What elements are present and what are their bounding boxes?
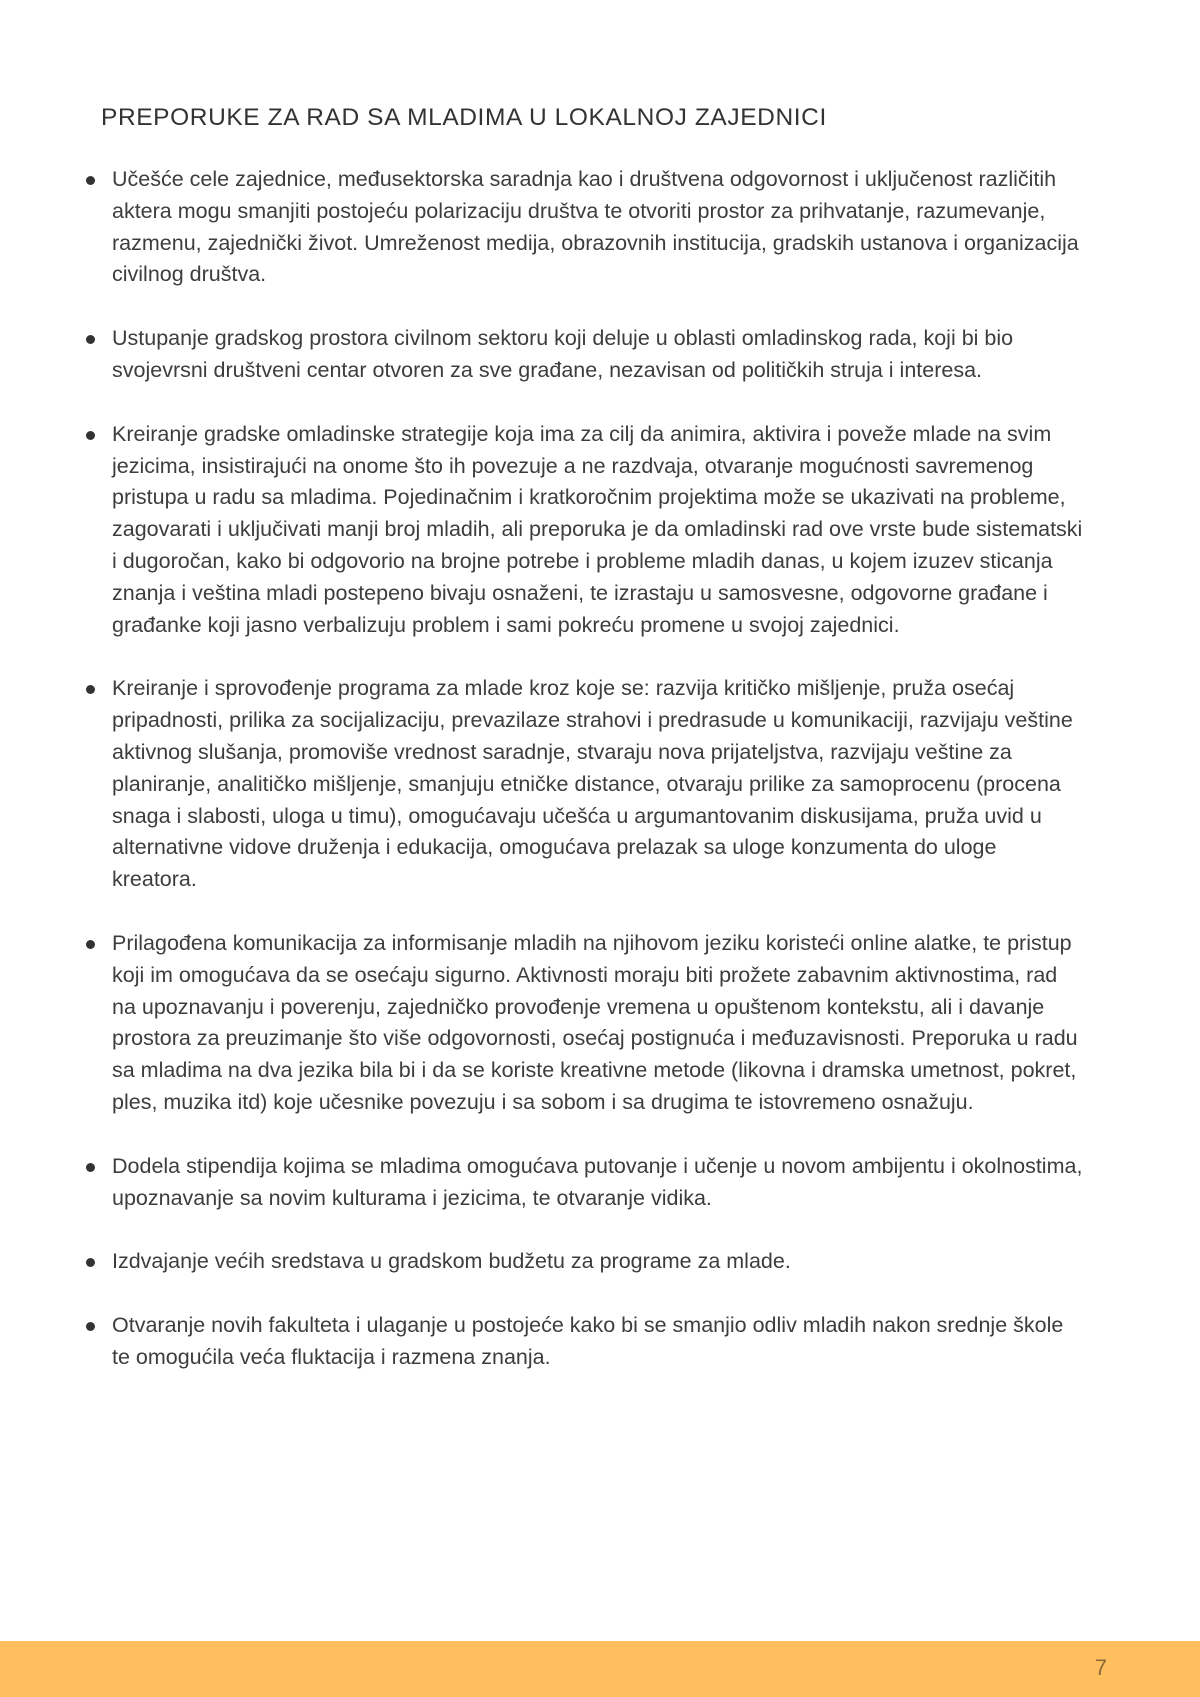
bullet-icon [86, 1163, 95, 1172]
list-item [83, 323, 1083, 387]
bullet-icon [86, 1258, 95, 1267]
list-item [83, 1310, 1083, 1374]
page-number: 7 [1094, 1655, 1107, 1680]
list-item [83, 419, 1083, 642]
list-item [83, 928, 1083, 1119]
list-item [83, 164, 1083, 291]
list-item-text: Učešće cele zajednice, međusektorska saradnja kao i društvena odgovornost i uključenost različitih aktera mogu smanjiti postojeću polarizaciju društva te otvoriti prostor za prihvatanje, razumevanje, razmenu, zajednički život. Umreženost medija, obrazovnih institucija, gradskih ustanova i organizacija civilnog društva. [112, 167, 1079, 287]
list-item [83, 1246, 1083, 1278]
page-title: PREPORUKE ZA RAD SA MLADIMA U LOKALNOJ ZAJEDNICI [101, 104, 827, 131]
bullet-icon [86, 685, 95, 694]
list-item [83, 1151, 1083, 1215]
list-item-text: Ustupanje gradskog prostora civilnom sektoru koji deluje u oblasti omladinskog rada, koji bi bio svojevrsni društveni centar otvoren za sve građane, nezavisan od političkih struja i interesa. [112, 326, 1014, 382]
bullet-icon [86, 335, 95, 344]
bullet-icon [86, 176, 95, 185]
list-item-text: Otvaranje novih fakulteta i ulaganje u postojeće kako bi se smanjio odliv mladih nakon srednje škole te omogućila veća fluktacija i razmena znanja. [112, 1313, 1064, 1369]
list-item-text: Kreiranje i sprovođenje programa za mlade kroz koje se: razvija kritičko mišljenje, pruža osećaj pripadnosti, prilika za socijalizaciju, prevazilaze strahovi i predrasude u komunikaciji, razvijaju veštine aktivnog slušanja, promoviše vrednost saradnje, stvaraju nova prijateljstva, razvijaju veštine za planiranje, analitičko mišljenje, smanjuju etničke distance, otvaraju prilike za samoprocenu (procena snaga i slabosti, uloga u timu), omogućavaju učešća u argumantovanim diskusijama, pruža uvid u alternativne vidove druženja i edukacija, omogućava prelazak sa uloge konzumenta do uloge kreatora. [112, 676, 1073, 892]
list-item-text: Prilagođena komunikacija za informisanje mladih na njihovom jeziku koristeći online alatke, te pristup koji im omogućava da se osećaju sigurno. Aktivnosti moraju biti prožete zabavnim aktivnostima, rad na upoznavanju i poverenju, zajedničko provođenje vremena u opuštenom kontekstu, ali i davanje prostora za preuzimanje što više odgovornosti, osećaj postignuća i međuzavisnosti. Preporuka u radu sa mladima na dva jezika bila bi i da se koriste kreativne metode (likovna i dramska umetnost, pokret, ples, muzika itd) koje učesnike povezuju i sa sobom i sa drugima te istovremeno osnažuju. [112, 930, 1078, 1114]
bullet-icon [86, 431, 95, 440]
footer-band [0, 1641, 1200, 1697]
list-item [83, 673, 1083, 896]
bullet-icon [86, 1322, 95, 1331]
list-item-text: Dodela stipendija kojima se mladima omogućava putovanje i učenje u novom ambijentu i okolnostima, upoznavanje sa novim kulturama i jezicima, te otvaranje vidika. [112, 1153, 1083, 1210]
list-item-text: Izdvajanje većih sredstava u gradskom budžetu za programe za mlade. [112, 1249, 791, 1274]
list-item-text: Kreiranje gradske omladinske strategije koja ima za cilj da animira, aktivira i poveže mlade na svim jezicima, insistirajući na onome što ih povezuje a ne razdvaja, otvaranje mogućnosti savremenog pristupa u radu sa mladima. Pojedinačnim i kratkoročnim projektima može se ukazivati na probleme, zagovarati i uključivati manji broj mladih, ali preporuka je da omladinski rad ove vrste bude sistematski i dugoročan, kako bi odgovorio na brojne potrebe i probleme mladih danas, u kojem izuzev sticanja znanja i veština mladi postepeno bivaju osnaženi, te izrastaju u samosvesne, odgovorne građane i građanke koji jasno verbalizuju problem i sami pokreću promene u svojoj zajednici. [112, 421, 1083, 637]
bullet-icon [86, 940, 95, 949]
recommendations-list [83, 164, 1083, 1406]
